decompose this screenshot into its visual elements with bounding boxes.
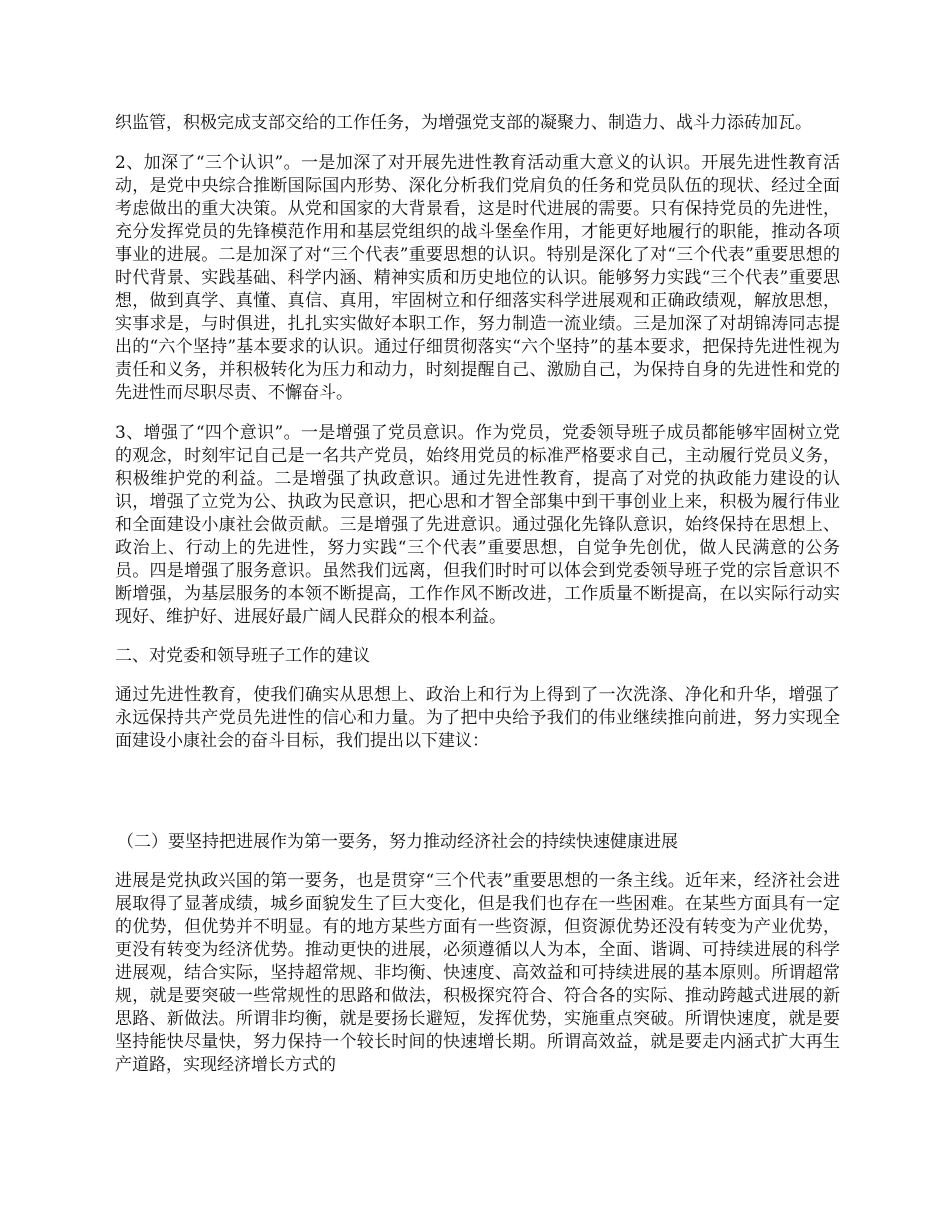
blank-gap [115,753,840,831]
paragraph-three-understandings: 2、加深了“三个认识”。一是加深了对开展先进性教育活动重大意义的认识。开展先进性教育活动，是党中央综合推断国际国内形势、深化分析我们党肩负的任务和党员队伍的现状、经过全面考虑做出的重大决策。从党和国家的大背景看，这是时代进展的需要。只有保持党员的先进性，充分发挥党员的先锋模范作用和基层党组织的战斗堡垒作用，才能更好地履行的职能，推动各项事业的进展。二是加深了对“三个代表”重要思想的认识。特别是深化了对“三个代表”重要思想的时代背景、实践基础、科学内涵、精神实质和历史地位的认识。能够努力实践“三个代表”重要思想，做到真学、真懂、真信、真用，牢固树立和仔细落实科学进展观和正确政绩观，解放思想，实事求是，与时俱进，扎扎实实做好本职工作，努力制造一流业绩。三是加深了对胡锦涛同志提出的“六个坚持”基本要求的认识。通过仔细贯彻落实“六个坚持”的基本要求，把保持先进性视为责任和义务，并积极转化为压力和动力，时刻提醒自己、激励自己，为保持自身的先进性和党的先进性而尽职尽责、不懈奋斗。 [115,153,840,403]
paragraph-task-completion: 织监管，积极完成支部交给的工作任务，为增强党支部的凝聚力、制造力、战斗力添砖加瓦。 [115,113,812,133]
paragraph-development: 进展是党执政兴国的第一要务，也是贯穿“三个代表”重要思想的一条主线。近年来，经济社会进展取得了显著成绩，城乡面貌发生了巨大变化，但是我们也存在一些困难。在某些方面具有一定的优势，但优势并不明显。有的地方某些方面有一些资源，但资源优势还没有转变为产业优势，更没有转变为经济优势。推动更快的进展，必须遵循以人为本，全面、谐调、可持续进展的科学进展观，结合实际，坚持超常规、非均衡、快速度、高效益和可持续进展的基本原则。所谓超常规，就是要突破一些常规性的思路和做法，积极探究符合、符合各的实际、推动跨越式进展的新思路、新做法。所谓非均衡，就是要扬长避短，发挥优势，实施重点突破。所谓快速度，就是要坚持能快尽量快，努力保持一个较长时间的快速增长期。所谓高效益，就是要走内涵式扩大再生产道路，实现经济增长方式的 [115,871,840,1075]
subsection-heading-development: （二）要坚持把进展作为第一要务，努力推动经济社会的持续快速健康进展 [117,832,678,852]
document-page [115,112,840,1077]
paragraph-four-awareness: 3、增强了“四个意识”。一是增强了党员意识。作为党员，党委领导班子成员都能够牢固树立党的观念，时刻牢记自己是一名共产党员，始终用党员的标准严格要求自己，主动履行党员义务，积极维护党的利益。二是增强了执政意识。通过先进性教育，提高了对党的执政能力建设的认识，增强了立党为公、执政为民意识，把心思和才智全部集中到干事创业上来，积极为履行伟业和全面建设小康社会做贡献。三是增强了先进意识。通过强化先锋队意识，始终保持在思想上、政治上、行动上的先进性，努力实践“三个代表”重要思想，自觉争先创优，做人民满意的公务员。四是增强了服务意识。虽然我们远离，但我们时时可以体会到党委领导班子党的宗旨意识不断增强，为基层服务的本领不断提高，工作作风不断改进，工作质量不断提高，在以实际行动实现好、维护好、进展好最广阔人民群众的根本利益。 [115,423,840,627]
section-heading-suggestions: 二、对党委和领导班子工作的建议 [115,646,370,666]
paragraph-suggestions-intro: 通过先进性教育，使我们确实从思想上、政治上和行为上得到了一次洗涤、净化和升华，增强了永远保持共产党员先进性的信心和力量。为了把中央给予我们的伟业继续推向前进，努力实现全面建设小康社会的奋斗目标，我们提出以下建议： [115,685,840,751]
